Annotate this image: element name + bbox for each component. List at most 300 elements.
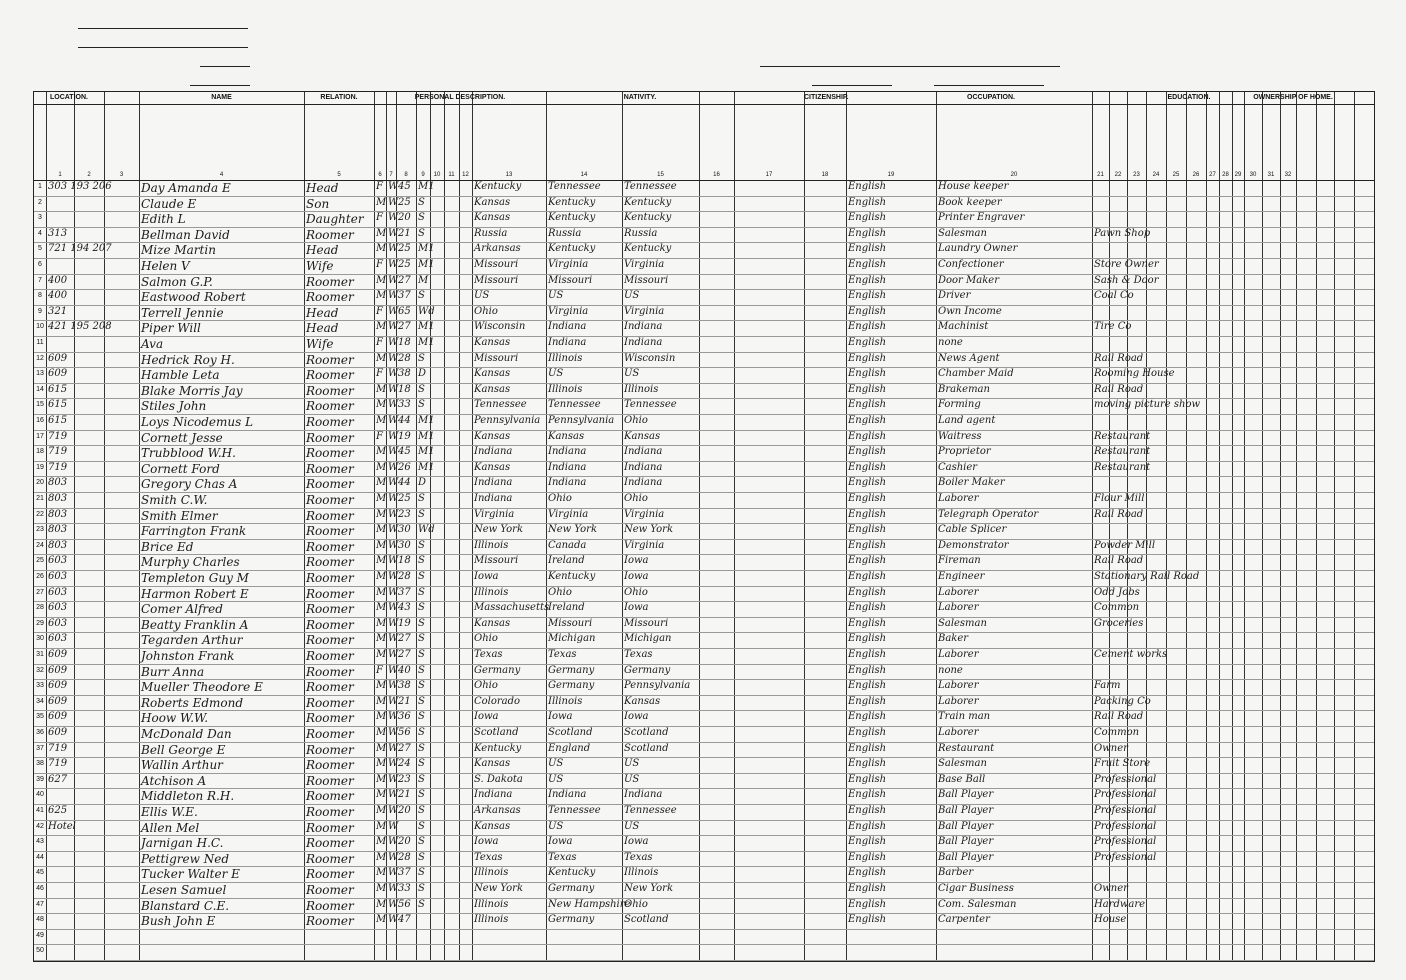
- occupation-cell: Driver: [938, 290, 971, 302]
- industry-cell: Restaurant: [1094, 430, 1151, 442]
- father-birthplace-cell: Germany: [548, 664, 595, 676]
- language-cell: English: [848, 633, 887, 645]
- language-cell: English: [848, 524, 887, 536]
- race-cell: W: [388, 274, 399, 286]
- language-cell: English: [848, 305, 887, 317]
- father-birthplace-cell: US: [548, 773, 564, 785]
- industry-cell: Coal Co: [1094, 290, 1134, 302]
- father-birthplace-cell: Iowa: [548, 836, 573, 848]
- occupation-cell: Laborer: [938, 695, 979, 707]
- language-cell: English: [848, 212, 887, 224]
- relation-cell: Roomer: [306, 711, 354, 726]
- mother-birthplace-cell: Michigan: [624, 633, 672, 645]
- age-cell: 56: [398, 727, 411, 738]
- age-cell: 20: [398, 805, 411, 816]
- birthplace-cell: Kentucky: [474, 742, 522, 754]
- column-divider: [416, 92, 417, 961]
- marital-cell: S: [418, 196, 425, 208]
- location-cell: Hotel: [48, 820, 76, 832]
- mother-birthplace-cell: New York: [624, 524, 673, 536]
- race-cell: W: [388, 742, 399, 754]
- column-number: 8: [404, 172, 408, 178]
- column-divider: [1334, 92, 1335, 961]
- location-cell: 719: [48, 758, 68, 770]
- age-cell: 47: [398, 914, 411, 926]
- race-cell: W: [388, 883, 399, 894]
- column-divider: [1186, 92, 1187, 961]
- race-cell: W: [388, 181, 399, 192]
- birthplace-cell: Pennsylvania: [474, 415, 541, 426]
- race-cell: W: [388, 290, 399, 302]
- birthplace-cell: Kansas: [474, 368, 511, 380]
- relation-cell: Roomer: [306, 742, 354, 757]
- month-line: [934, 71, 1044, 86]
- birthplace-cell: Illinois: [474, 539, 509, 551]
- name-cell: Pettigrew Ned: [141, 851, 230, 866]
- race-cell: W: [388, 337, 399, 348]
- location-cell: 803: [48, 508, 68, 520]
- language-cell: English: [848, 493, 887, 504]
- column-number: 16: [713, 172, 720, 178]
- name-cell: Eastwood Robert: [141, 290, 246, 305]
- column-divider: [1232, 92, 1233, 961]
- name-cell: Lesen Samuel: [141, 883, 227, 897]
- name-cell: Farrington Frank: [141, 524, 247, 539]
- name-cell: Stiles John: [141, 399, 207, 414]
- language-cell: English: [848, 243, 887, 255]
- column-number: 11: [448, 172, 455, 178]
- occupation-cell: Laundry Owner: [938, 243, 1018, 255]
- relation-cell: Head: [306, 181, 339, 195]
- column-number: 27: [1209, 172, 1216, 178]
- relation-cell: Roomer: [306, 633, 354, 648]
- relation-cell: Roomer: [306, 883, 354, 897]
- language-cell: English: [848, 368, 887, 380]
- industry-cell: Tire Co: [1094, 321, 1132, 333]
- language-cell: English: [848, 836, 887, 848]
- language-cell: English: [848, 508, 887, 520]
- column-number: 26: [1192, 172, 1200, 178]
- row-number: 45: [36, 869, 44, 877]
- marital-cell: M1: [418, 181, 435, 192]
- race-cell: W: [388, 773, 399, 785]
- row-number: 16: [36, 417, 44, 424]
- mother-birthplace-cell: Scotland: [624, 727, 669, 738]
- column-divider: [459, 92, 460, 961]
- column-divider: [936, 92, 937, 961]
- occupation-cell: Cigar Business: [938, 883, 1014, 894]
- birthplace-cell: Kansas: [474, 196, 511, 208]
- occupation-cell: none: [938, 337, 963, 348]
- birthplace-cell: Missouri: [474, 259, 519, 270]
- mother-birthplace-cell: Scotland: [624, 914, 669, 926]
- marital-cell: M1: [418, 430, 435, 442]
- birthplace-cell: Missouri: [474, 274, 519, 286]
- column-divider: [804, 92, 805, 961]
- name-cell: Burr Anna: [141, 664, 205, 679]
- language-cell: English: [848, 602, 887, 614]
- industry-cell: Restaurant: [1094, 446, 1151, 458]
- column-number: 5: [337, 172, 341, 178]
- column-divider: [622, 92, 623, 961]
- name-cell: Wallin Arthur: [141, 758, 223, 773]
- group-header: OWNERSHIP OF HOME.: [1253, 94, 1333, 101]
- column-divider: [444, 92, 445, 961]
- mother-birthplace-cell: Tennessee: [624, 399, 677, 411]
- language-cell: English: [848, 711, 887, 723]
- age-cell: 37: [398, 867, 411, 879]
- sex-cell: M: [376, 508, 387, 520]
- birthplace-cell: Tennessee: [474, 399, 527, 411]
- sex-cell: F: [376, 368, 383, 380]
- language-cell: English: [848, 196, 887, 208]
- age-cell: 18: [398, 555, 411, 567]
- name-cell: Smith C.W.: [141, 493, 208, 507]
- occupation-cell: Cable Splicer: [938, 524, 1007, 536]
- county-line: [78, 33, 248, 48]
- location-cell: 609: [48, 711, 68, 723]
- marital-cell: S: [418, 727, 425, 738]
- father-birthplace-cell: Kansas: [548, 430, 585, 442]
- occupation-cell: Boiler Maker: [938, 477, 1005, 489]
- age-cell: 25: [398, 259, 411, 270]
- row-number: 7: [38, 276, 42, 284]
- birthplace-cell: Kentucky: [474, 181, 522, 192]
- sex-cell: M: [376, 555, 387, 567]
- occupation-cell: Printer Engraver: [938, 212, 1025, 224]
- relation-cell: Roomer: [306, 617, 354, 632]
- sex-cell: M: [376, 851, 387, 863]
- age-cell: 30: [398, 539, 411, 551]
- column-divider: [846, 92, 847, 961]
- marital-cell: S: [418, 571, 425, 582]
- relation-cell: Roomer: [306, 524, 354, 539]
- sex-cell: F: [376, 430, 383, 442]
- occupation-cell: Engineer: [938, 571, 985, 582]
- occupation-cell: Carpenter: [938, 914, 990, 926]
- mother-birthplace-cell: Virginia: [624, 539, 665, 551]
- mother-birthplace-cell: US: [624, 368, 640, 380]
- name-cell: Mueller Theodore E: [141, 680, 263, 695]
- column-number: 23: [1133, 172, 1140, 178]
- row-number: 37: [36, 744, 44, 752]
- row-number: 21: [36, 495, 44, 502]
- relation-cell: Roomer: [306, 898, 354, 913]
- industry-cell: Odd Jobs: [1094, 586, 1140, 598]
- age-cell: 28: [398, 851, 411, 863]
- name-cell: Claude E: [141, 196, 197, 211]
- location-cell: 609: [48, 664, 68, 676]
- industry-cell: Farm: [1094, 680, 1121, 692]
- occupation-cell: Laborer: [938, 727, 979, 738]
- location-cell: 400: [48, 274, 68, 286]
- sex-cell: M: [376, 571, 387, 582]
- father-birthplace-cell: Illinois: [548, 695, 583, 707]
- age-cell: 18: [398, 337, 411, 348]
- occupation-cell: Baker: [938, 633, 969, 645]
- industry-cell: Rail Road: [1094, 555, 1144, 567]
- marital-cell: S: [418, 836, 425, 848]
- father-birthplace-cell: Indiana: [548, 321, 587, 333]
- column-number: 25: [1172, 172, 1180, 178]
- age-cell: 45: [398, 446, 411, 458]
- relation-cell: Roomer: [306, 789, 354, 804]
- group-header: EDUCATION.: [1167, 94, 1211, 101]
- occupation-cell: Laborer: [938, 586, 979, 598]
- column-number: 31: [1267, 172, 1275, 178]
- state-line: [78, 14, 248, 29]
- occupation-cell: Proprietor: [938, 446, 991, 458]
- name-cell: Brice Ed: [141, 539, 194, 554]
- birthplace-cell: Indiana: [474, 477, 513, 489]
- relation-cell: Head: [306, 321, 339, 336]
- age-cell: 43: [398, 602, 411, 614]
- age-cell: 33: [398, 883, 411, 894]
- occupation-cell: Ball Player: [938, 836, 994, 848]
- occupation-cell: Laborer: [938, 493, 979, 504]
- industry-cell: Cement works: [1094, 649, 1168, 660]
- mother-birthplace-cell: Indiana: [624, 337, 663, 348]
- column-number: 10: [433, 172, 441, 178]
- birthplace-cell: US: [474, 290, 490, 302]
- sex-cell: F: [376, 337, 383, 348]
- occupation-cell: Salesman: [938, 758, 987, 770]
- group-header: OCCUPATION.: [967, 94, 1015, 101]
- column-number: 3: [119, 172, 124, 178]
- father-birthplace-cell: Tennessee: [548, 181, 601, 192]
- name-cell: Cornett Jesse: [141, 430, 223, 445]
- industry-cell: moving picture show: [1094, 399, 1201, 411]
- sex-cell: M: [376, 383, 387, 395]
- industry-cell: Rail Road: [1094, 711, 1144, 723]
- name-cell: Atchison A: [141, 773, 207, 788]
- row-number: 41: [36, 807, 44, 814]
- location-cell: 803: [48, 477, 68, 489]
- sex-cell: M: [376, 789, 387, 801]
- row-number: 25: [36, 557, 44, 565]
- mother-birthplace-cell: Illinois: [624, 383, 659, 395]
- row-number: 49: [36, 931, 44, 939]
- row-number: 3: [38, 214, 42, 222]
- relation-cell: Roomer: [306, 430, 354, 445]
- age-cell: 25: [398, 196, 411, 208]
- location-cell: 625: [48, 805, 68, 816]
- father-birthplace-cell: Missouri: [548, 274, 593, 286]
- father-birthplace-cell: Kentucky: [548, 243, 596, 255]
- relation-cell: Son: [306, 196, 330, 211]
- birthplace-cell: Massachusetts: [474, 602, 550, 614]
- mother-birthplace-cell: Kansas: [624, 695, 661, 707]
- relation-cell: Roomer: [306, 446, 354, 461]
- day-line: [812, 71, 892, 86]
- relation-cell: Roomer: [306, 461, 354, 476]
- language-cell: English: [848, 290, 887, 302]
- location-cell: 615: [48, 383, 68, 395]
- mother-birthplace-cell: Ohio: [624, 493, 648, 504]
- location-cell: 719: [48, 430, 68, 442]
- location-cell: 313: [48, 227, 68, 239]
- column-divider: [1316, 92, 1317, 961]
- marital-cell: S: [418, 633, 425, 645]
- language-cell: English: [848, 617, 887, 629]
- row-number: 36: [36, 729, 44, 736]
- name-cell: Johnston Frank: [141, 649, 235, 663]
- industry-cell: Professional: [1094, 773, 1157, 785]
- column-number: 30: [1249, 172, 1257, 178]
- occupation-cell: Ball Player: [938, 789, 994, 801]
- father-birthplace-cell: Texas: [548, 649, 577, 660]
- sex-cell: M: [376, 836, 387, 848]
- location-cell: 303 193 206: [48, 181, 112, 192]
- father-birthplace-cell: Virginia: [548, 305, 589, 317]
- marital-cell: S: [418, 867, 425, 879]
- relation-cell: Roomer: [306, 695, 354, 710]
- birthplace-cell: Kansas: [474, 617, 511, 629]
- mother-birthplace-cell: Missouri: [624, 617, 669, 629]
- birthplace-cell: Arkansas: [474, 243, 521, 255]
- sex-cell: M: [376, 711, 387, 723]
- column-divider: [1166, 92, 1167, 961]
- industry-cell: Packing Co: [1094, 695, 1151, 707]
- industry-cell: Common: [1094, 602, 1140, 614]
- row-divider: [34, 960, 1374, 961]
- language-cell: English: [848, 695, 887, 707]
- father-birthplace-cell: Illinois: [548, 383, 583, 395]
- name-cell: Templeton Guy M: [141, 571, 249, 585]
- age-cell: 28: [398, 571, 411, 582]
- language-cell: English: [848, 337, 887, 348]
- language-cell: English: [848, 415, 887, 426]
- relation-cell: Roomer: [306, 290, 354, 305]
- age-cell: 25: [398, 243, 411, 255]
- age-cell: 27: [398, 321, 411, 333]
- location-cell: 609: [48, 727, 68, 738]
- birthplace-cell: Illinois: [474, 898, 509, 910]
- relation-cell: Roomer: [306, 399, 354, 414]
- township-line: [200, 52, 250, 67]
- location-cell: 603: [48, 586, 68, 598]
- sex-cell: M: [376, 820, 387, 832]
- father-birthplace-cell: Missouri: [548, 617, 593, 629]
- row-number: 38: [36, 760, 44, 768]
- father-birthplace-cell: Germany: [548, 914, 595, 926]
- relation-cell: Head: [306, 305, 339, 320]
- age-cell: 21: [398, 695, 411, 707]
- occupation-cell: Waitress: [938, 430, 982, 442]
- father-birthplace-cell: Kentucky: [548, 867, 596, 879]
- column-number: 28: [1222, 172, 1229, 178]
- industry-cell: House: [1094, 914, 1127, 926]
- mother-birthplace-cell: US: [624, 820, 640, 832]
- father-birthplace-cell: Germany: [548, 680, 595, 692]
- sex-cell: M: [376, 649, 387, 660]
- father-birthplace-cell: Ohio: [548, 493, 572, 504]
- marital-cell: S: [418, 898, 425, 910]
- language-cell: English: [848, 181, 887, 192]
- marital-cell: S: [418, 602, 425, 614]
- name-cell: Allen Mel: [141, 820, 200, 835]
- race-cell: W: [388, 477, 399, 489]
- father-birthplace-cell: Tennessee: [548, 399, 601, 411]
- column-divider: [1206, 92, 1207, 961]
- location-cell: 803: [48, 539, 68, 551]
- language-cell: English: [848, 820, 887, 832]
- race-cell: W: [388, 602, 399, 614]
- relation-cell: Roomer: [306, 680, 354, 695]
- language-cell: English: [848, 274, 887, 286]
- birthplace-cell: Arkansas: [474, 805, 521, 816]
- sex-cell: M: [376, 290, 387, 302]
- race-cell: W: [388, 305, 399, 317]
- race-cell: W: [388, 321, 399, 333]
- father-birthplace-cell: Pennsylvania: [548, 415, 615, 426]
- marital-cell: S: [418, 820, 425, 832]
- race-cell: W: [388, 555, 399, 567]
- birthplace-cell: Indiana: [474, 446, 513, 458]
- row-number: 43: [36, 838, 44, 846]
- row-number: 14: [36, 385, 44, 393]
- mother-birthplace-cell: Pennsylvania: [624, 680, 691, 692]
- birthplace-cell: Ohio: [474, 680, 498, 692]
- name-cell: Day Amanda E: [141, 181, 231, 195]
- race-cell: W: [388, 758, 399, 770]
- marital-cell: S: [418, 695, 425, 707]
- age-cell: 23: [398, 508, 411, 520]
- mother-birthplace-cell: Kentucky: [624, 243, 672, 255]
- industry-cell: Stationary Rail Road: [1094, 571, 1200, 582]
- row-number: 32: [36, 666, 44, 674]
- relation-cell: Roomer: [306, 664, 354, 679]
- race-cell: W: [388, 820, 399, 832]
- row-number: 48: [36, 916, 44, 924]
- birthplace-cell: Kansas: [474, 461, 511, 473]
- location-cell: 615: [48, 399, 68, 411]
- relation-cell: Roomer: [306, 571, 354, 585]
- occupation-cell: Cashier: [938, 461, 978, 473]
- occupation-cell: Brakeman: [938, 383, 990, 395]
- race-cell: W: [388, 617, 399, 629]
- race-cell: W: [388, 446, 399, 458]
- sex-cell: M: [376, 914, 387, 926]
- name-cell: Tegarden Arthur: [141, 633, 243, 648]
- occupation-cell: Door Maker: [938, 274, 999, 286]
- age-cell: 36: [398, 711, 411, 723]
- mother-birthplace-cell: Scotland: [624, 742, 669, 754]
- age-cell: 20: [398, 212, 411, 224]
- relation-cell: Roomer: [306, 539, 354, 554]
- name-cell: Cornett Ford: [141, 461, 220, 476]
- father-birthplace-cell: Virginia: [548, 259, 589, 270]
- mother-birthplace-cell: Iowa: [624, 571, 649, 582]
- sex-cell: M: [376, 196, 387, 208]
- mother-birthplace-cell: Ohio: [624, 586, 648, 598]
- industry-cell: Flour Mill: [1094, 493, 1145, 504]
- mother-birthplace-cell: Kentucky: [624, 196, 672, 208]
- name-cell: Hamble Leta: [141, 368, 220, 383]
- language-cell: English: [848, 586, 887, 598]
- column-number: 9: [421, 172, 425, 178]
- row-number: 6: [38, 261, 42, 268]
- sex-cell: M: [376, 321, 387, 333]
- relation-cell: Wife: [306, 337, 334, 351]
- column-divider: [304, 92, 305, 961]
- father-birthplace-cell: Texas: [548, 851, 577, 863]
- column-number: 22: [1114, 172, 1122, 178]
- row-number: 30: [36, 635, 44, 643]
- marital-cell: S: [418, 851, 425, 863]
- column-divider: [1092, 92, 1093, 961]
- row-number: 20: [36, 479, 44, 487]
